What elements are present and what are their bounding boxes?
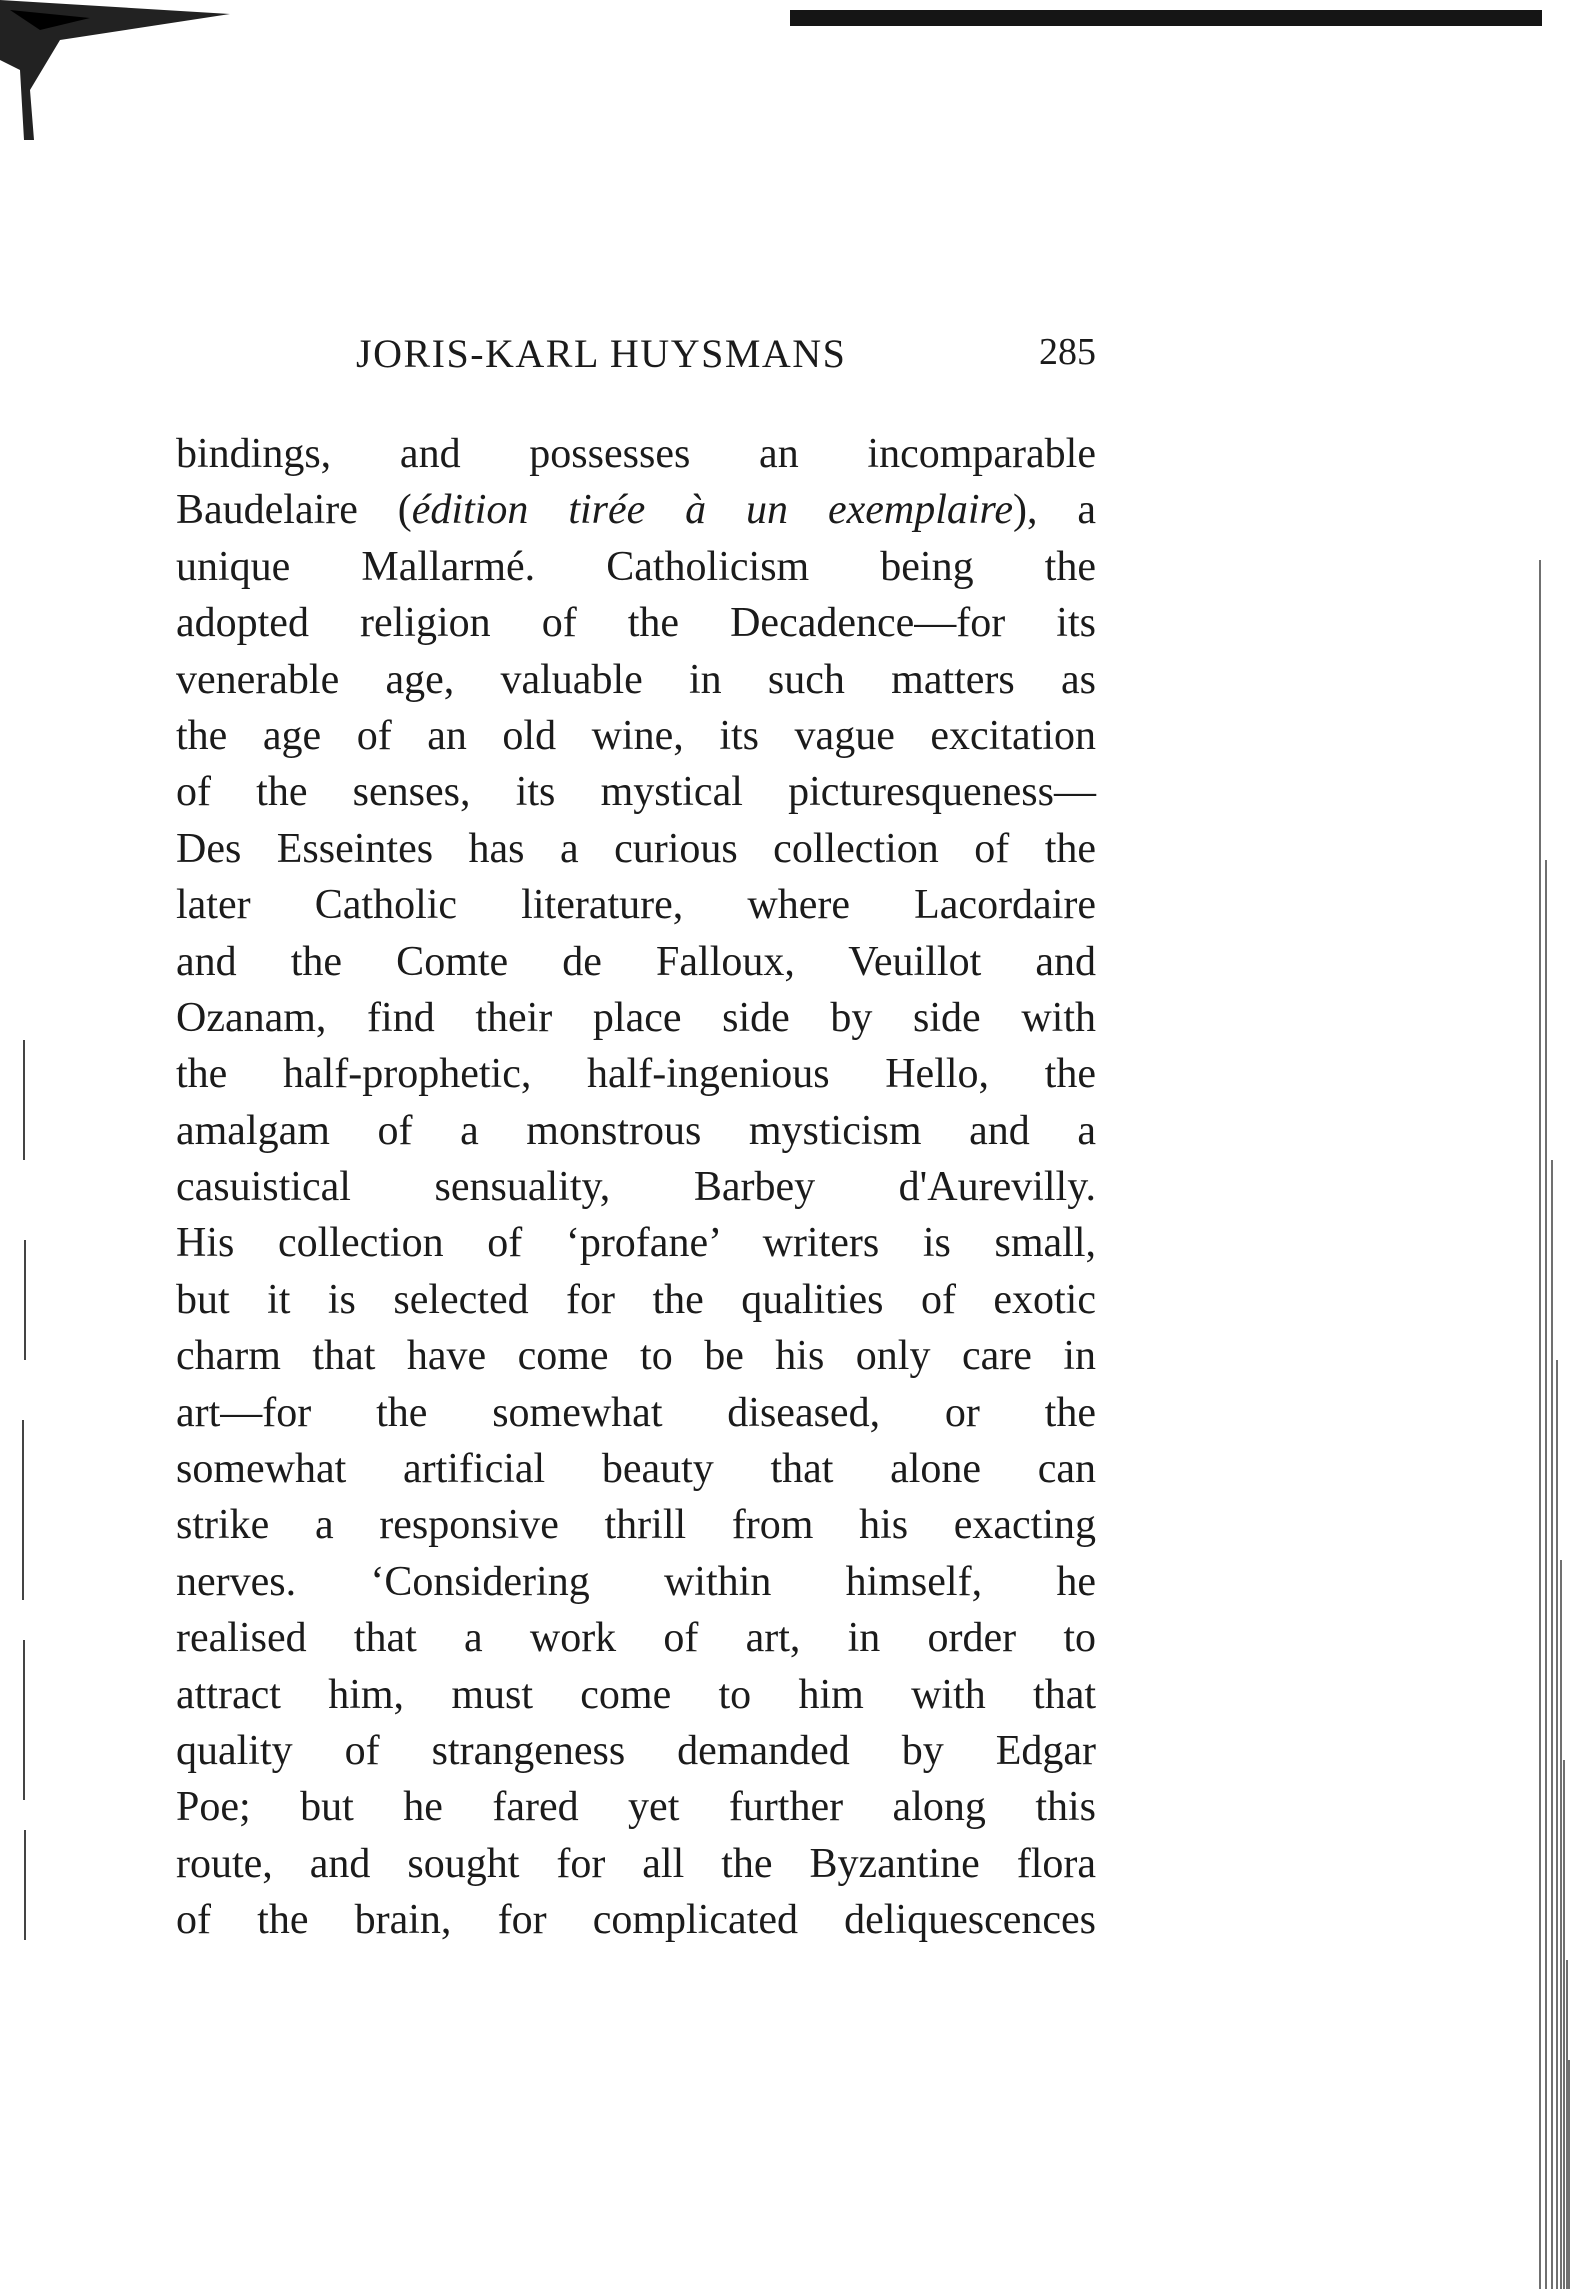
text-line: of the brain, for complicated deliquescences [176, 1897, 1096, 1944]
running-title: JORIS-KARL HUYSMANS [356, 331, 847, 376]
body-text [176, 426, 1096, 1949]
text-line: amalgam of a monstrous mysticism and a [176, 1107, 1096, 1154]
text-line: of the senses, its mystical picturesqueness— [176, 769, 1096, 816]
text-line: charm that have come to be his only care in [176, 1333, 1096, 1380]
text-line: nerves. ‘Considering within himself, he [176, 1558, 1096, 1605]
text-line: somewhat artificial beauty that alone can [176, 1446, 1096, 1493]
text-line: venerable age, valuable in such matters as [176, 656, 1096, 703]
text-line: later Catholic literature, where Lacordaire [176, 882, 1096, 929]
text-line: bindings, and possesses an incomparable [176, 431, 1096, 477]
text-line: but it is selected for the qualities of exotic [176, 1276, 1096, 1323]
text-line: quality of strangeness demanded by Edgar [176, 1727, 1096, 1774]
text-line [176, 482, 1096, 538]
text-line: route, and sought for all the Byzantine flora [176, 1840, 1096, 1887]
text-line: realised that a work of art, in order to [176, 1615, 1096, 1662]
text-line: the half-prophetic, half-ingenious Hello, the [176, 1051, 1096, 1098]
scan-corner-mark [0, 0, 240, 140]
text-line: casuistical sensuality, Barbey d'Aurevilly. [176, 1164, 1096, 1211]
text-line: Ozanam, find their place side by side with [176, 994, 1096, 1041]
text-fragment: ), a [1012, 487, 1097, 534]
text-line: the age of an old wine, its vague excitation [176, 712, 1096, 759]
text-line: art—for the somewhat diseased, or the [176, 1389, 1096, 1436]
text-line: unique Mallarmé. Catholicism being the [176, 543, 1096, 590]
scan-top-rule [790, 10, 1542, 26]
text-line: His collection of ‘profane’ writers is small, [176, 1220, 1096, 1267]
italic-phrase: édition tirée à un exemplaire [411, 487, 1013, 534]
text-fragment: Baudelaire ( [176, 487, 412, 534]
page-edge-stripes [1500, 560, 1570, 2289]
text-line: adopted religion of the Decadence—for its [176, 600, 1096, 647]
text-line: attract him, must come to him with that [176, 1671, 1096, 1718]
text-line: strike a responsive thrill from his exacting [176, 1502, 1096, 1549]
running-head [176, 330, 1096, 390]
scan-left-speckle [14, 1040, 34, 1940]
page-number: 285 [1039, 331, 1096, 373]
text-line: and the Comte de Falloux, Veuillot and [176, 938, 1096, 985]
text-line: Des Esseintes has a curious collection of the [176, 825, 1096, 872]
text-line: Poe; but he fared yet further along this [176, 1784, 1096, 1831]
